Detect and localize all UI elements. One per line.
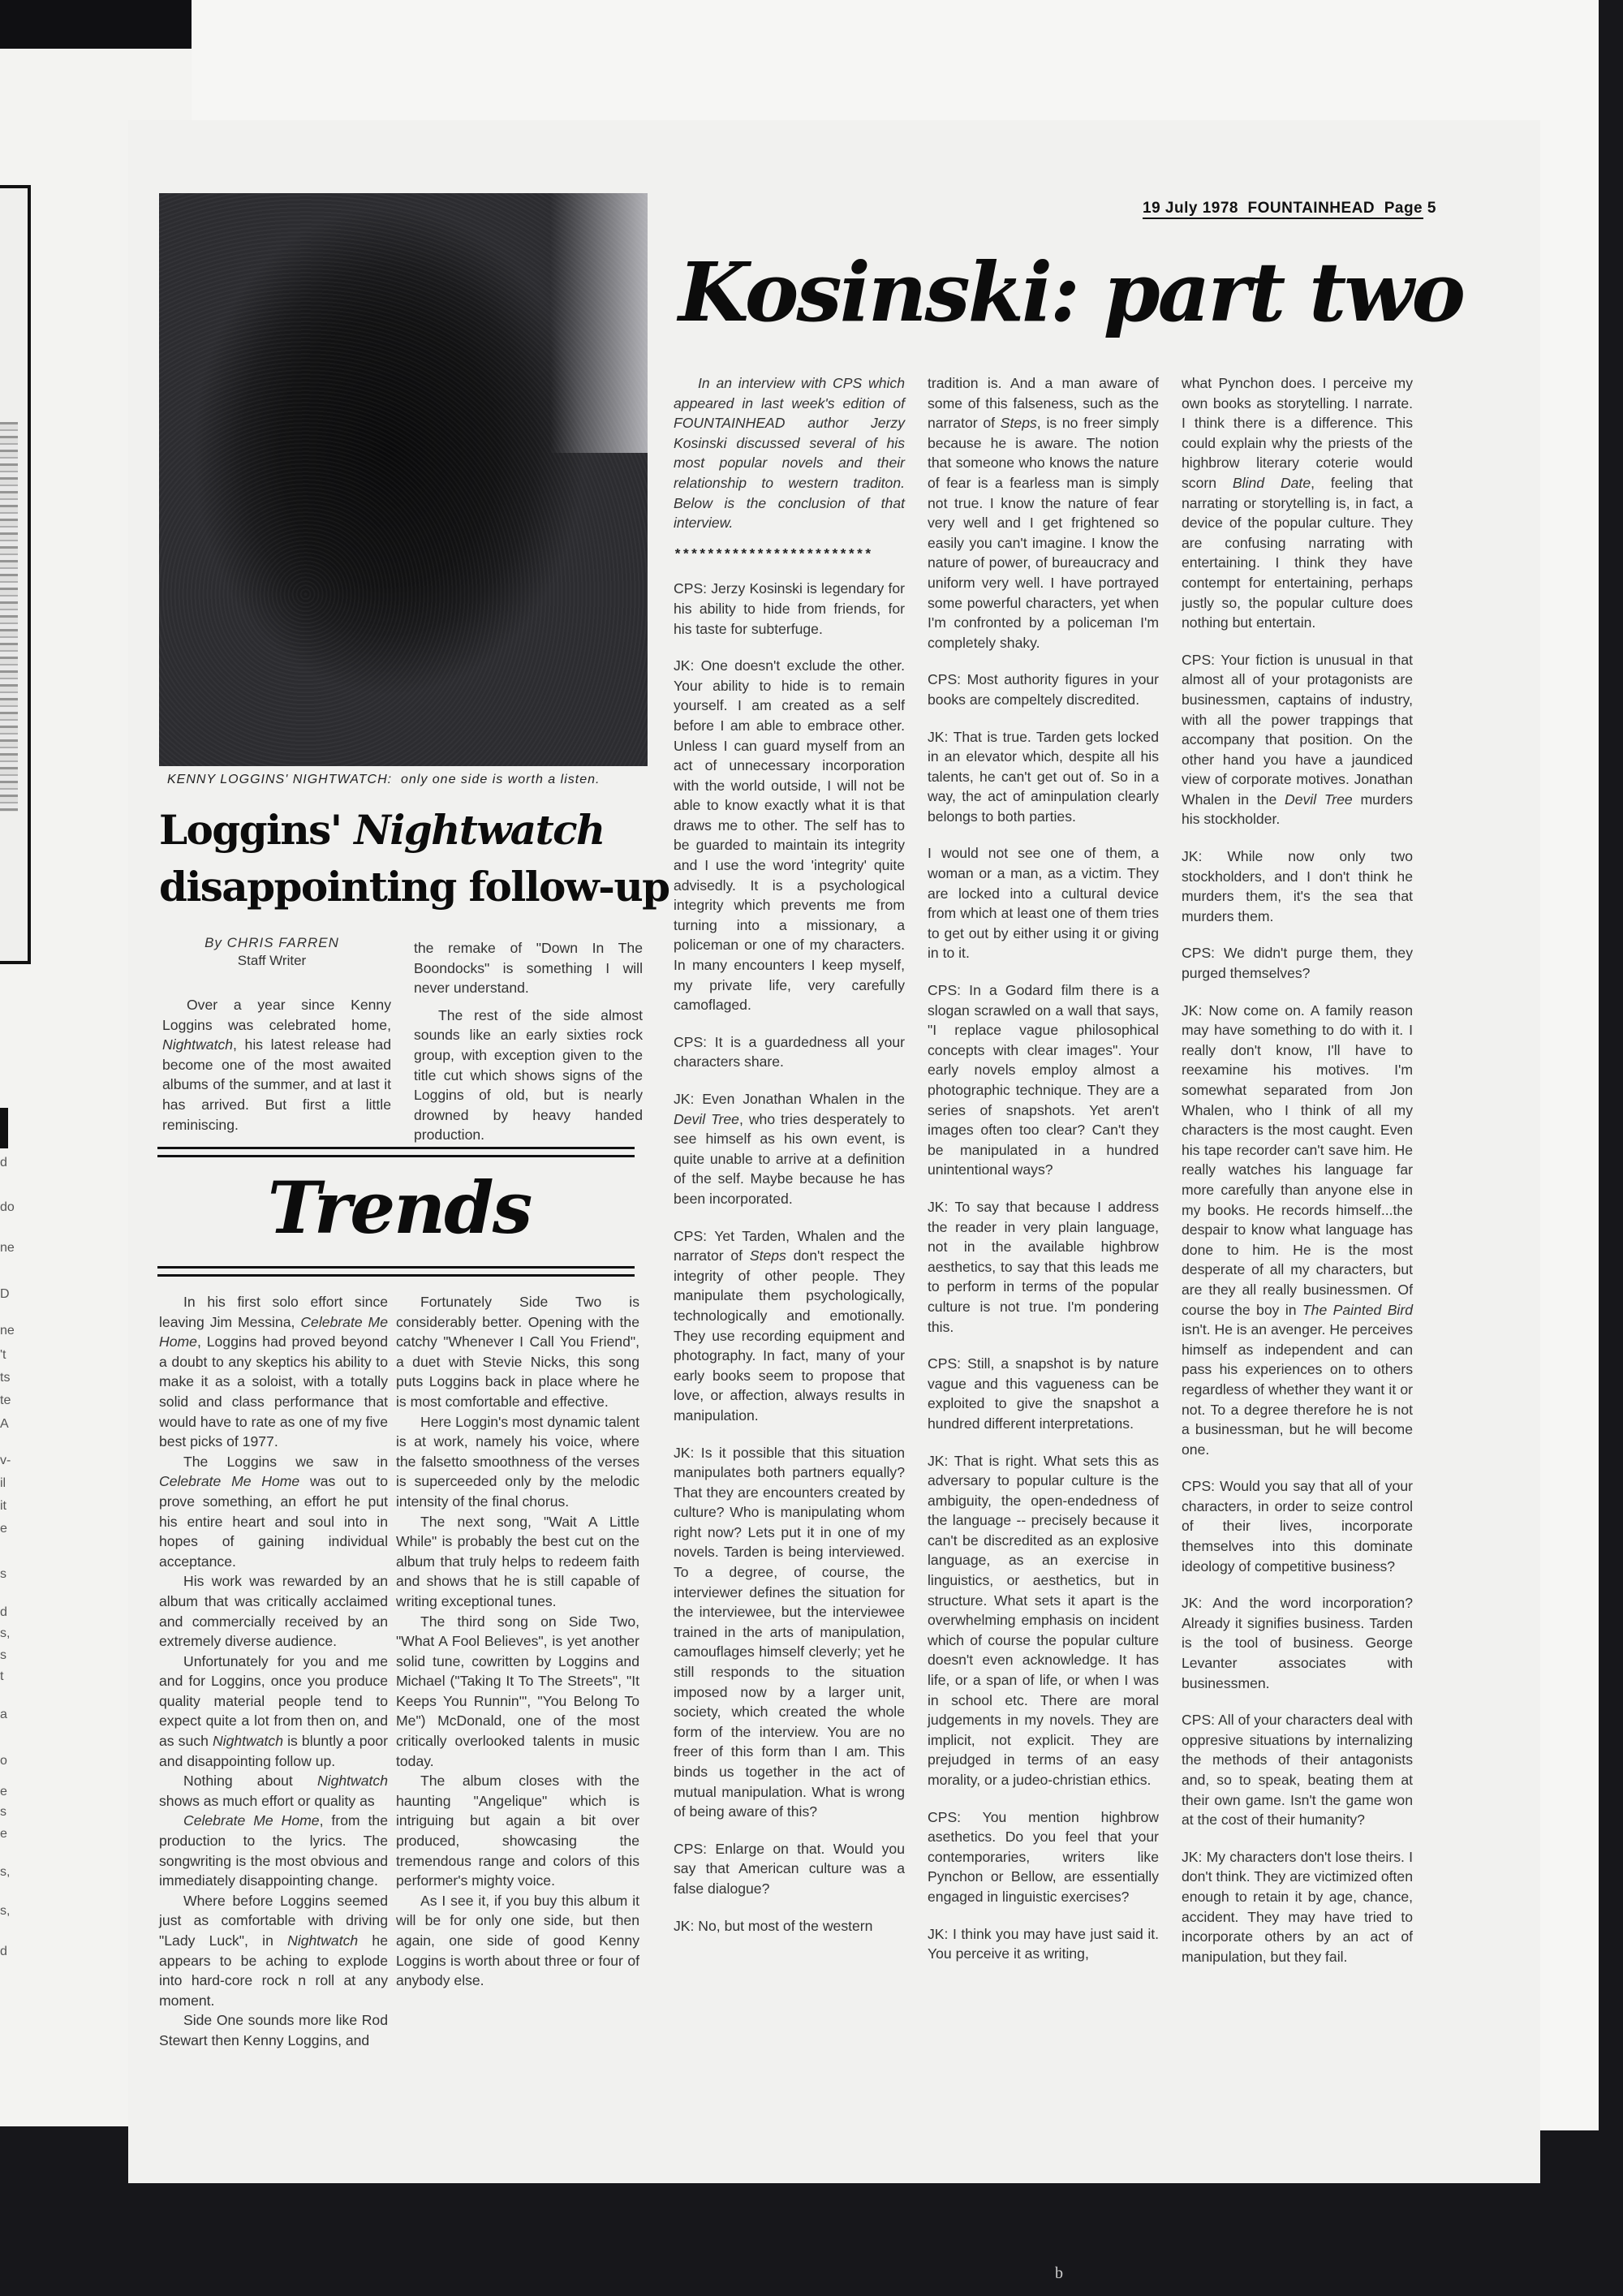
paragraph bbox=[1182, 1476, 1413, 1576]
paragraph-text: what Pynchon does. I perceive my own books as storytelling. I narrate. I think there is a difference. This could explain why the priests of the highbrow literary coterie would scorn bbox=[1182, 375, 1413, 491]
trends-column-2 bbox=[396, 1292, 639, 1991]
paragraph-text: CPS: In a Godard film there is a slogan scrawled on a wall that says, "I replace vague philosophical concepts with clear images". Your early novels employ almost a photographic technique. They are a series of snapshots. Yet aren't images often too clear? Can't they be manipulated in a hundred unintentional ways? bbox=[928, 982, 1159, 1178]
paragraph bbox=[928, 1197, 1159, 1337]
paragraph: Here Loggin's most dynamic talent is at work, namely his voice, where the falsetto smoothness of the verses is superceeded only by the melodic intensity of the final chorus. bbox=[396, 1413, 639, 1510]
edge-fragment: s, bbox=[0, 1865, 11, 1879]
paragraph-text: , Loggins had proved beyond a doubt to any skeptics his ability to make it as a soloist, with a totally solid and class performance that would have to rate as one of my five best picks of 1977. bbox=[159, 1333, 388, 1450]
kosinski-intro: In an interview with CPS which appeared in last week's edition of FOUNTAINHEAD author Jerzy Kosinski discussed several of his most popular novels and their relationship to western traditon. Below is the conclusion of that interview. bbox=[674, 375, 905, 532]
paragraph-text: isn't. He is an avenger. He perceives himself as independent and can pass his experiences on to others regardless of whether they want it or not. To a degree therefore he is not a businessman, but he will become one. bbox=[1182, 1321, 1414, 1458]
paragraph-text: JK: I think you may have just said it. You perceive it as writing, bbox=[928, 1925, 1159, 1962]
edge-fragment: ne bbox=[0, 1241, 15, 1255]
paragraph bbox=[928, 1807, 1159, 1907]
edge-fragment: d bbox=[0, 1605, 7, 1619]
paragraph bbox=[928, 1354, 1159, 1433]
paragraph bbox=[674, 1226, 905, 1426]
paragraph-text: CPS: Yet Tarden, Whalen and the narrator of bbox=[674, 1227, 905, 1264]
loggins-column-2 bbox=[414, 938, 643, 1145]
loggins-text-em: Nightwatch bbox=[162, 1036, 234, 1053]
emphasis-text: Celebrate Me Home bbox=[183, 1812, 320, 1829]
edge-fragment: s, bbox=[0, 1626, 11, 1640]
section-rule-top bbox=[157, 1147, 635, 1149]
paragraph bbox=[928, 980, 1159, 1180]
paragraph-text: Where before Loggins seemed just as comfortable with driving "Lady Luck", in bbox=[159, 1892, 388, 1949]
paragraph bbox=[159, 2010, 388, 2050]
paragraph bbox=[674, 1032, 905, 1072]
paragraph-text: , from the production to the lyrics. The songwriting is the most obvious and immediately disappointing change. bbox=[159, 1812, 388, 1889]
paragraph-text: JK: One doesn't exclude the other. Your ability to hide is to remain yourself. I am created as a self before I am able to embrace other. Unless I can guard myself from an act of unnecessary incorporation with the world outside, I will not be able to know exactly what it is that draws me to other. The self has to be guarded to maintain its integrity and I use the word 'integrity' quite advisedly. It is a psychological integrity which prevents me from turning into a missionary, a policeman or one of my characters. In many encounters I keep myself, my private life, very carefully camoflaged. bbox=[674, 657, 905, 1014]
paragraph-text: JK: No, but most of the western bbox=[674, 1917, 873, 1934]
paragraph bbox=[1182, 1593, 1413, 1693]
section-rule-top-thin bbox=[157, 1155, 635, 1157]
paragraph bbox=[159, 1452, 388, 1572]
paragraph-text: don't respect the integrity of other people. They manipulate them psychologically, technologically and emotionally. They use recording equipment and photography. In fact, many of your early books seem to propose that love, or affection, always results in manipulation. bbox=[674, 1247, 905, 1424]
kosinski-col1-body bbox=[674, 579, 905, 1936]
paragraph-text: CPS: Most authority figures in your books are compeltely discredited. bbox=[928, 671, 1159, 708]
paragraph-text: is bluntly a poor and disappointing follow up. bbox=[159, 1733, 388, 1769]
paragraph bbox=[1182, 1001, 1413, 1460]
paragraph-text: he appears to be aching to explode into hard-core rock n roll at any moment. bbox=[159, 1932, 388, 2009]
paragraph-text: CPS: Your fiction is unusual in that almost all of your protagonists are businessmen, captains of industry, with all the power trappings that accompany that position. On the other hand you have a jaundiced view of corporate motives. Jonathan Whalen in the bbox=[1182, 651, 1413, 808]
paragraph-text: I would not see one of them, a woman or a man, as a victim. They are locked into a cultural device from which at least one of them tries to get out by either using it or giving in to it. bbox=[928, 845, 1159, 962]
trends-column-1 bbox=[159, 1292, 388, 2051]
paragraph bbox=[928, 1451, 1159, 1790]
edge-fragment: a bbox=[0, 1708, 7, 1721]
emphasis-text: Devil Tree bbox=[674, 1110, 739, 1127]
edge-fragment: A bbox=[0, 1417, 9, 1431]
paragraph bbox=[1182, 943, 1413, 983]
headline-loggins: Loggins' bbox=[159, 806, 342, 854]
paragraph-text: , feeling that narrating or storytelling is, in fact, a device of the popular culture. They are confusing narrating with entertaining. I think they have contempt for entertaining, perhaps justly so, the popular culture does nothing but entertain. bbox=[1182, 474, 1413, 631]
paragraph bbox=[928, 670, 1159, 709]
emphasis-text: Steps bbox=[1000, 415, 1037, 432]
edge-fragment: s, bbox=[0, 1904, 11, 1918]
paragraph-text: JK: While now only two stockholders, and I don't think he murders them, it's the sea that murders them. bbox=[1182, 848, 1413, 924]
byline-role: Staff Writer bbox=[237, 953, 307, 968]
loggins-text: Over a year since Kenny Loggins was celebrated home, bbox=[162, 997, 391, 1033]
paragraph: The next song, "Wait A Little While" is probably the best cut on the album that truly helps to redeem faith and shows that he is still capable of writing exceptional tunes. bbox=[396, 1513, 639, 1609]
edge-fragment: D bbox=[0, 1287, 10, 1301]
paragraph-text: shows as much effort or quality as bbox=[159, 1792, 375, 1809]
paragraph bbox=[674, 579, 905, 639]
edge-fragment: d bbox=[0, 1945, 7, 1958]
paragraph-text: CPS: All of your characters deal with oppresive situations by internalizing the methods of their antagonists and, so to speak, beating them at their own game. Isn't the game won at the cost of their humanity? bbox=[1182, 1712, 1413, 1829]
paragraph-text: His work was rewarded by an album that was critically acclaimed and commercially received by an extremely diverse audience. bbox=[159, 1573, 388, 1650]
paragraph-text: JK: And the word incorporation? Already it signifies business. Tarden is the tool of business. George Levanter associates with businessmen. bbox=[1182, 1595, 1413, 1691]
paragraph bbox=[159, 1652, 388, 1772]
paragraph-text: CPS: Would you say that all of your characters, in order to seize control of their lives, incorporate themselves into this dominate ideology of competitive business? bbox=[1182, 1478, 1413, 1574]
paragraph-text: JK: To say that because I address the reader in very plain language, not in the available highbrow aesthetics, to say that this leads me to perform in terms of the popular culture is not true. I'm pondering this. bbox=[928, 1198, 1159, 1335]
kosinski-column-3 bbox=[1182, 373, 1413, 1984]
edge-fragment: e bbox=[0, 1827, 7, 1841]
paragraph-text: JK: That is true. Tarden gets locked in an elevator which, despite all his talents, he can't get out of. So in a way, the act of aminpulation clearly belongs to both parties. bbox=[928, 728, 1159, 825]
header-page: Page 5 bbox=[1384, 200, 1436, 217]
emphasis-text: Celebrate Me Home bbox=[159, 1313, 388, 1350]
section-rule-bottom bbox=[157, 1266, 635, 1269]
paragraph bbox=[159, 1571, 388, 1651]
edge-fragment: o bbox=[0, 1754, 7, 1768]
paragraph bbox=[1182, 1847, 1413, 1967]
adjacent-page-illustration bbox=[0, 422, 18, 812]
header-date: 19 July 1978 bbox=[1143, 200, 1238, 217]
adjacent-page-mark bbox=[0, 1108, 8, 1148]
scan-bottom-fragment: b bbox=[1055, 2264, 1063, 2282]
emphasis-text: Nightwatch bbox=[287, 1932, 359, 1949]
emphasis-text: Steps bbox=[749, 1247, 786, 1264]
kenny-loggins-photo bbox=[159, 193, 648, 766]
paragraph bbox=[928, 1924, 1159, 1964]
paragraph-text: Side One sounds more like Rod Stewart then Kenny Loggins, and bbox=[159, 2012, 388, 2048]
paragraph-text: JK: My characters don't lose theirs. I don't think. They are victimized often enough to retain it by age, chance, accident. They may have tried to incorporate others by an act of manipulation, but they fail. bbox=[1182, 1848, 1413, 1965]
edge-fragment: d bbox=[0, 1156, 7, 1170]
paragraph: The third song on Side Two, "What A Fool Believes", is yet another solid tune, cowritten by Loggins and Michael ("Taking It To The Streets", "It Keeps You Runnin'", "You Belong To Me") McDonald, one of the most critically overlooked talents in music today. bbox=[396, 1613, 639, 1769]
emphasis-text: Nightwatch bbox=[212, 1733, 284, 1750]
paragraph bbox=[674, 1916, 905, 1936]
paragraph-text: Unfortunately for you and me and for Loggins, once you produce quality material people tend to expect quite a lot from then on, and as such bbox=[159, 1652, 388, 1750]
paragraph bbox=[159, 1891, 388, 2011]
edge-fragment: s bbox=[0, 1805, 6, 1819]
edge-fragment: il bbox=[0, 1476, 6, 1490]
paragraph bbox=[1182, 650, 1413, 829]
caption-name: KENNY LOGGINS' NIGHTWATCH bbox=[167, 773, 388, 786]
paragraph-text: , who tries desperately to see himself as his own event, is quite unable to arrive at a definition of the self. Maybe because he has been incorporated. bbox=[674, 1110, 905, 1207]
edge-fragment: te bbox=[0, 1394, 11, 1407]
photo-caption: KENNY LOGGINS' NIGHTWATCH: only one side is worth a listen. bbox=[167, 773, 601, 786]
paragraph-text: tradition is. And a man aware of some of this falseness, such as the narrator of bbox=[928, 375, 1159, 432]
edge-fragment: v- bbox=[0, 1454, 11, 1467]
loggins-headline bbox=[159, 802, 669, 915]
paragraph: The album closes with the haunting "Angelique" which is intriguing but again a bit over produced, showcasing the tremendous range and colors of this performer's mighty voice. bbox=[396, 1773, 639, 1889]
edge-fragment: ne bbox=[0, 1324, 15, 1338]
paragraph-text: CPS: Still, a snapshot is by nature vague and this vagueness can be exploited to give the snapshot a hundred different interpretations. bbox=[928, 1355, 1159, 1432]
paragraph-text: CPS: We didn't purge them, they purged themselves? bbox=[1182, 945, 1413, 982]
paragraph-text: CPS: You mention highbrow asethetics. Do you feel that your contemporaries, writers like Pynchon or Bellow, are essentially engaged in linguistic exercises? bbox=[928, 1808, 1159, 1905]
paragraph bbox=[928, 373, 1159, 653]
paragraph bbox=[928, 727, 1159, 827]
paragraph-text: was out to prove something, an effort he put his entire heart and soul into in hopes of gaining individual acceptance. bbox=[159, 1473, 388, 1570]
scan-background-top bbox=[0, 0, 195, 49]
paragraph bbox=[674, 656, 905, 1015]
loggins-text-rest: , his latest release had become one of the most awaited albums of the summer, and at last it has arrived. But first a little reminiscing. bbox=[162, 1036, 391, 1133]
edge-fragment: e bbox=[0, 1522, 7, 1536]
star-divider: ************************ bbox=[674, 547, 872, 563]
paragraph-text: In his first solo effort since leaving Jim Messina, bbox=[159, 1294, 388, 1330]
paragraph-text: The Loggins we saw in bbox=[183, 1453, 388, 1470]
emphasis-text: Celebrate Me Home bbox=[159, 1473, 300, 1490]
paragraph-text: CPS: Enlarge on that. Would you say that American culture was a false dialogue? bbox=[674, 1840, 905, 1897]
paragraph bbox=[674, 1089, 905, 1209]
paragraph bbox=[159, 1771, 388, 1811]
emphasis-text: The Painted Bird bbox=[1302, 1301, 1413, 1318]
loggins-paragraph bbox=[162, 995, 391, 1135]
paragraph bbox=[1182, 373, 1413, 633]
paragraph-text: CPS: It is a guardedness all your characters share. bbox=[674, 1033, 905, 1070]
edge-fragment: it bbox=[0, 1499, 6, 1513]
edge-fragment: do bbox=[0, 1200, 15, 1214]
byline-name: By CHRIS FARREN bbox=[204, 935, 339, 950]
kosinski-column-1 bbox=[674, 373, 905, 1953]
paragraph-text: JK: Now come on. A family reason may have something to do with it. I really don't know, I'll have to reexamine his motives. I'm somewhat separated from Jon Whalen, who I think of all my characters is the most caught. Even his tape recorder can't save him. He really watches his language far more carefully than anyone else in my books. He records himself...the despair to know what language has done to him. He is the most desperate of all my characters, but are they all really businessmen. Of course the boy in bbox=[1182, 1002, 1413, 1318]
edge-fragment: t bbox=[0, 1669, 4, 1683]
edge-fragment: s bbox=[0, 1648, 6, 1662]
kosinski-column-2 bbox=[928, 373, 1159, 1981]
paragraph-text: JK: That is right. What sets this as adversary to popular culture is the ambiguity, the open-endedness of the language -- precisely because it can't be discredited as an explosive language, as an exercise in linguistics, or aesthetics, but in structure. What sets it apart is the overwhelming emphasis on incident which of course the popular culture doesn't even acknowledge. It has life, or a span of life, or when I was in school etc. There are moral judgements in my novels. They are implicit, not explicit. They are prejudged in terms of an easy morality, or a judeo-christian ethics. bbox=[928, 1452, 1159, 1788]
headline-line1 bbox=[159, 806, 605, 854]
paragraph-text: murders his stockholder. bbox=[1182, 790, 1413, 828]
loggins-paragraph: the remake of "Down In The Boondocks" is something I will never understand. bbox=[414, 940, 643, 997]
paragraph bbox=[674, 1443, 905, 1822]
paragraph-text: Nothing about bbox=[183, 1773, 317, 1790]
loggins-column-1 bbox=[162, 995, 391, 1135]
paragraph bbox=[159, 1811, 388, 1890]
paragraph: Fortunately Side Two is considerably better. Opening with the catchy "Whenever I Call You Friend", a duet with Stevie Nicks, this song puts Loggins back in place where he is most comfortable and effective. bbox=[396, 1294, 639, 1410]
paragraph bbox=[1182, 846, 1413, 926]
paragraph: As I see it, if you buy this album it will be for only one side, but then again, one side of good Kenny Loggins is worth about three or four of anybody else. bbox=[396, 1892, 639, 1989]
paragraph bbox=[159, 1292, 388, 1452]
paragraph-text: , is no freer simply because he is aware. The notion that someone who knows the nature of fear is a fearless man is simply not true. I know the nature of fear very well and I get frightened so easily you can't imagine. I know the nature of power, of bureaucracy and uniform very well. I have portrayed some powerful characters, yet when I'm confronted by a policeman I'm completely shaky. bbox=[928, 415, 1159, 651]
header-paper: FOUNTAINHEAD bbox=[1247, 200, 1375, 217]
paragraph bbox=[1182, 1710, 1413, 1830]
headline-nightwatch: Nightwatch bbox=[354, 806, 605, 854]
trends-heading: Trends bbox=[267, 1165, 532, 1250]
paragraph bbox=[674, 1839, 905, 1899]
section-rule-bottom-thin bbox=[157, 1274, 635, 1277]
paragraph bbox=[928, 843, 1159, 963]
edge-fragment: 't bbox=[0, 1348, 6, 1362]
emphasis-text: Nightwatch bbox=[316, 1773, 388, 1790]
byline bbox=[162, 934, 381, 970]
edge-fragment: s bbox=[0, 1567, 6, 1581]
loggins-paragraph: The rest of the side almost sounds like an early sixties rock group, with exception given to the title cut which shows signs of the Loggins of old, but is nearly drowned by heavy handed production. bbox=[414, 1006, 643, 1144]
headline-line2: disappointing follow-up bbox=[159, 863, 669, 911]
emphasis-text: Blind Date bbox=[1232, 474, 1311, 491]
kosinski-headline: Kosinski: part two bbox=[678, 244, 1464, 340]
paragraph-text: JK: Is it possible that this situation manipulates both partners equally? That they are encounters created by culture? Who is manipulating whom right now? Lets put it in one of my novels. Tarden is being interviewed. To a degree, of course, the interviewer defines the situation for the interviewee, but the interviewee trained in the arts of manipulation, camouflages himself cleverly; yet he still responds to the situation imposed now by a larger unit, society, which created the whole form of the interview. You are no freer of this form than I am. This binds us together in the act of mutual manipulation. What is wrong of being aware of this? bbox=[674, 1444, 905, 1820]
paragraph-text: CPS: Jerzy Kosinski is legendary for his ability to hide from friends, for his taste for subterfuge. bbox=[674, 580, 905, 637]
caption-note: only one side is worth a listen. bbox=[400, 773, 601, 786]
paragraph-text: JK: Even Jonathan Whalen in the bbox=[674, 1091, 905, 1107]
emphasis-text: Devil Tree bbox=[1285, 790, 1353, 808]
page-header bbox=[1143, 200, 1436, 219]
edge-fragment: ts bbox=[0, 1371, 11, 1385]
edge-fragment: e bbox=[0, 1785, 7, 1798]
